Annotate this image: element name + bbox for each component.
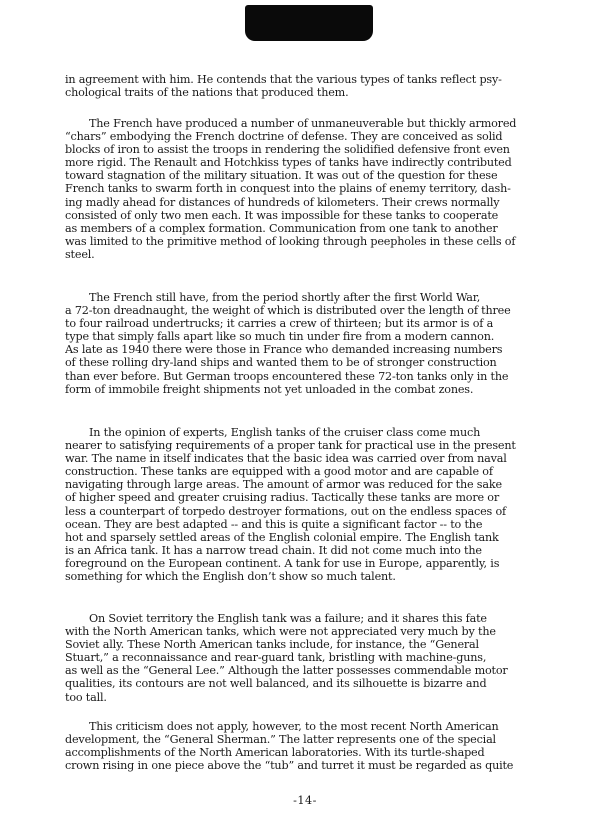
text-line: construction. These tanks are equipped with a good motor and are capable of xyxy=(65,465,493,479)
text-line: toward stagnation of the military situation. It was out of the question for these xyxy=(65,169,498,183)
text-line: as well as the “General Lee.” Although the latter possesses commendable motor xyxy=(65,664,508,678)
paragraph-1 xyxy=(65,73,570,99)
text-line: a 72-ton dreadnaught, the weight of which is distributed over the length of three xyxy=(65,304,511,318)
text-line: war. The name in itself indicates that the basic idea was carried over from naval xyxy=(65,452,507,466)
text-line: The French still have, from the period shortly after the first World War, xyxy=(89,291,481,304)
text-line: crown rising in one piece above the “tub” and turret it must be regarded as quite xyxy=(65,759,514,773)
paragraph-4 xyxy=(65,426,570,583)
text-line: is an Africa tank. It has a narrow tread chain. It did not come much into the xyxy=(65,543,482,557)
text-line: in agreement with him. He contends that the various types of tanks reflect psy- xyxy=(65,73,502,86)
text-line: with the North American tanks, which were not appreciated very much by the xyxy=(65,625,496,639)
text-line: of these rolling dry-land ships and wanted them to be of stronger construction xyxy=(65,356,497,370)
paragraph-2 xyxy=(65,117,570,261)
paragraph-3 xyxy=(65,291,570,396)
text-line: French tanks to swarm forth in conquest into the plains of enemy territory, dash- xyxy=(65,182,511,196)
text-line: something for which the English don’t show so much talent. xyxy=(65,570,396,584)
text-line: type that simply falls apart like so much tin under fire from a modern cannon. xyxy=(65,330,495,344)
text-line: ocean. They are best adapted -- and this is quite a significant factor -- to the xyxy=(65,517,483,531)
text-line: The French have produced a number of unmaneuverable but thickly armored xyxy=(89,117,517,130)
text-line: hot and sparsely settled areas of the English colonial empire. The English tank xyxy=(65,530,499,544)
text-line: less a counterpart of torpedo destroyer formations, out on the endless spaces of xyxy=(65,504,506,518)
text-line: nearer to satisfying requirements of a proper tank for practical use in the present xyxy=(65,439,516,453)
text-line: On Soviet territory the English tank was a failure; and it shares this fate xyxy=(89,612,487,625)
text-line: ing madly ahead for distances of hundreds of kilometers. Their crews normally xyxy=(65,195,500,209)
text-line: too tall. xyxy=(65,690,107,704)
text-line: chological traits of the nations that produced them. xyxy=(65,86,349,100)
paragraph-5 xyxy=(65,612,570,704)
redaction-bar xyxy=(245,5,373,41)
text-line: qualities, its contours are not well balanced, and its silhouette is bizarre and xyxy=(65,677,487,691)
page-number: -14- xyxy=(293,794,317,807)
text-line: foreground on the European continent. A tank for use in Europe, apparently, is xyxy=(65,556,500,570)
text-line: “chars” embodying the French doctrine of defense. They are conceived as solid xyxy=(65,130,503,144)
text-line: As late as 1940 there were those in France who demanded increasing numbers xyxy=(65,343,503,357)
text-line: development, the “General Sherman.” The latter represents one of the special xyxy=(65,733,496,747)
paragraph-6 xyxy=(65,720,570,772)
text-line: as members of a complex formation. Communication from one tank to another xyxy=(65,221,498,235)
text-line: consisted of only two men each. It was impossible for these tanks to cooperate xyxy=(65,208,499,222)
text-line: accomplishments of the North American laboratories. With its turtle-shaped xyxy=(65,746,485,760)
text-line: Stuart,” a reconnaissance and rear-guard tank, bristling with machine-guns, xyxy=(65,651,487,665)
text-line: steel. xyxy=(65,247,95,261)
text-line: of higher speed and greater cruising radius. Tactically these tanks are more or xyxy=(65,491,500,505)
text-line: more rigid. The Renault and Hotchkiss types of tanks have indirectly contributed xyxy=(65,156,512,170)
text-line: to four railroad undertrucks; it carries a crew of thirteen; but its armor is of a xyxy=(65,317,494,331)
text-line: blocks of iron to assist the troops in rendering the solidified defensive front even xyxy=(65,143,510,157)
text-line: was limited to the primitive method of looking through peepholes in these cells of xyxy=(65,234,516,248)
text-line: Soviet ally. These North American tanks include, for instance, the “General xyxy=(65,638,479,652)
text-line: form of immobile freight shipments not yet unloaded in the combat zones. xyxy=(65,382,474,396)
text-line: In the opinion of experts, English tanks of the cruiser class come much xyxy=(89,426,481,439)
text-line: than ever before. But German troops encountered these 72-ton tanks only in the xyxy=(65,369,509,383)
text-line: navigating through large areas. The amount of armor was reduced for the sake xyxy=(65,478,502,492)
text-line: This criticism does not apply, however, to the most recent North American xyxy=(89,720,499,733)
